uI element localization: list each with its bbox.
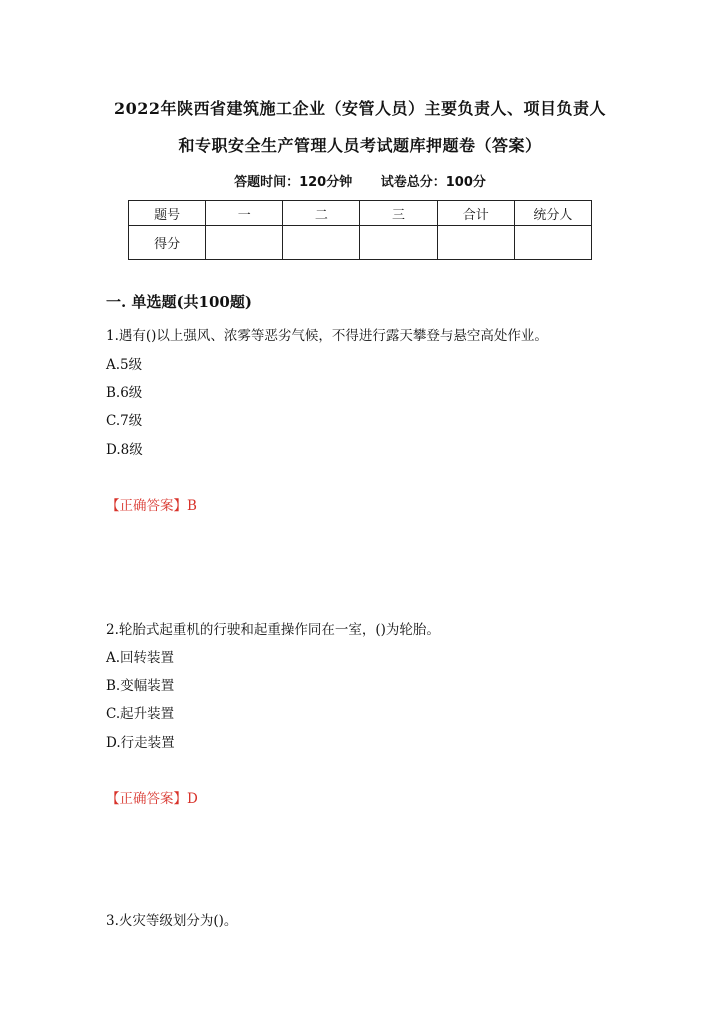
score-table-score-row — [129, 226, 592, 260]
title-line-2: 和专职安全生产管理人员考试题库押题卷（答案） — [178, 136, 542, 155]
score-cell: 统分人 — [514, 201, 591, 226]
question-option: A.回转装置 — [106, 650, 175, 666]
score-table-header-row — [129, 201, 592, 226]
question-option: C.7级 — [106, 413, 143, 429]
section-title: 一. 单选题(共100题) — [106, 293, 252, 311]
exam-time: 答题时间：120分钟 — [234, 175, 353, 190]
question-stem: 2.轮胎式起重机的行驶和起重操作同在一室，()为轮胎。 — [106, 622, 440, 638]
exam-meta — [0, 171, 720, 190]
score-input-cell — [283, 226, 360, 260]
score-table — [128, 200, 592, 260]
question-stem: 3.火灾等级划分为()。 — [106, 913, 238, 929]
score-input-cell — [360, 226, 437, 260]
title-line-1: 2022年陕西省建筑施工企业（安管人员）主要负责人、项目负责人 — [113, 99, 607, 118]
correct-answer: 【正确答案】D — [106, 791, 198, 807]
score-cell: 二 — [283, 201, 360, 226]
score-cell: 得分 — [129, 226, 206, 260]
question-option: D.行走装置 — [106, 735, 175, 751]
score-input-cell — [437, 226, 514, 260]
question-option: B.6级 — [106, 385, 143, 401]
score-cell: 三 — [360, 201, 437, 226]
score-cell: 题号 — [129, 201, 206, 226]
question-stem: 1.遇有()以上强风、浓雾等恶劣气候，不得进行露天攀登与悬空高处作业。 — [106, 328, 548, 344]
score-cell: 一 — [206, 201, 283, 226]
score-input-cell — [206, 226, 283, 260]
question-option: C.起升装置 — [106, 706, 175, 722]
correct-answer: 【正确答案】B — [106, 498, 197, 514]
score-cell: 合计 — [437, 201, 514, 226]
question-option: B.变幅装置 — [106, 678, 175, 694]
exam-total: 试卷总分：100分 — [380, 175, 486, 190]
question-option: A.5级 — [106, 357, 143, 373]
question-option: D.8级 — [106, 442, 143, 458]
score-input-cell — [514, 226, 591, 260]
